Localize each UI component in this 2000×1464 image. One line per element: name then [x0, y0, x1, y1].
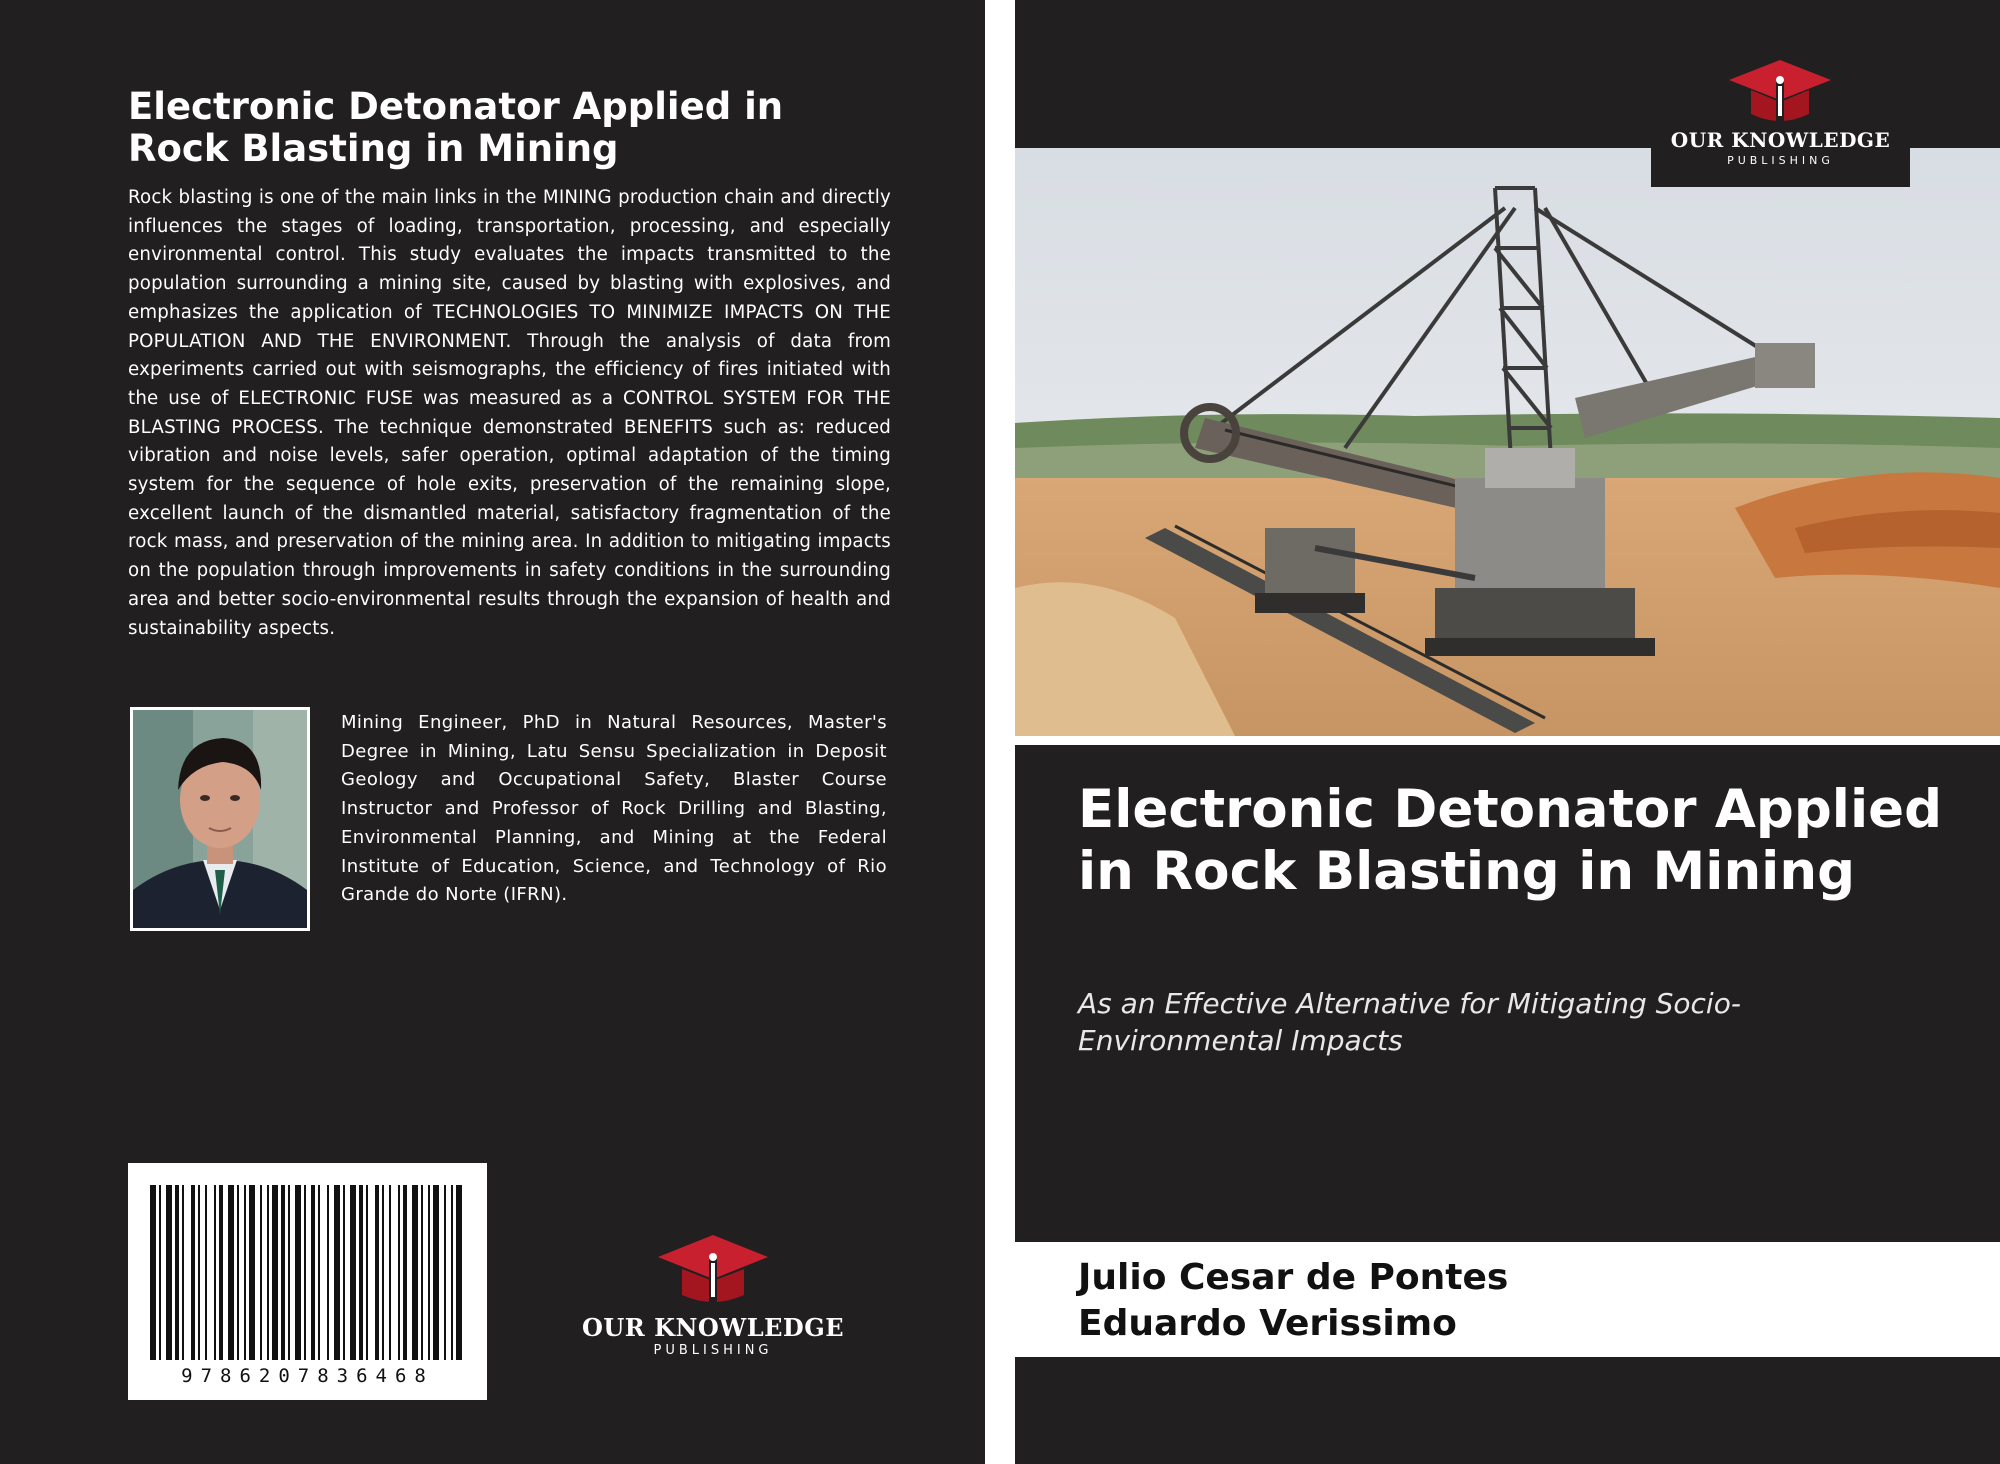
- front-cover-title: Electronic Detonator Applied in Rock Blasting in Mining: [1078, 779, 1943, 902]
- front-bottom-band: [1015, 1357, 2000, 1464]
- publisher-sub: PUBLISHING: [653, 1343, 773, 1358]
- author-list: [1078, 1255, 1508, 1347]
- publisher-logo-back: [578, 1229, 848, 1359]
- excavator-image: [1015, 148, 2000, 736]
- publisher-logo-front: [1651, 42, 1910, 187]
- publisher-name: OUR KNOWLEDGE: [1670, 128, 1891, 152]
- isbn-digits: 9786207836468: [181, 1365, 434, 1387]
- front-cover-subtitle: As an Effective Alternative for Mitigating Socio-Environmental Impacts: [1078, 987, 1741, 1057]
- bucket-wheel-excavator-photo: [1015, 148, 2000, 736]
- barcode-bars: [128, 1163, 487, 1363]
- author-name: Julio Cesar de Pontes: [1078, 1257, 1509, 1298]
- isbn-barcode: [128, 1163, 487, 1400]
- front-cover: [1015, 0, 2000, 1464]
- publisher-sub: PUBLISHING: [1727, 154, 1834, 167]
- back-cover-title: Electronic Detonator Applied in Rock Blasting in Mining: [128, 85, 784, 170]
- spine: [985, 0, 1015, 1464]
- author-photo: [130, 707, 310, 931]
- author-bio: Mining Engineer, PhD in Natural Resources, Master's Degree in Mining, Latu Sensu Specialization in Deposit Geology and Occupational Safety, Blaster Course Instructor and Professor of Rock Drilling and Blasting, Environmental Planning, and Mining at the Federal Institute of Education, Science, and Technology of Rio Grande do Norte (IFRN).: [341, 712, 887, 906]
- graduation-cap-icon: [578, 1229, 848, 1309]
- back-cover: [0, 0, 985, 1464]
- graduation-cap-icon: [1651, 52, 1910, 132]
- author-name: Eduardo Verissimo: [1078, 1303, 1457, 1344]
- back-cover-blurb: Rock blasting is one of the main links in the MINING production chain and directly influences the stages of loading, transportation, processing, and especially environmental control. This study evaluates the impacts transmitted to the population surrounding a mining site, caused by blasting with explosives, and emphasizes the application of TECHNOLOGIES TO MINIMIZE IMPACTS ON THE POPULATION AND THE ENVIRONMENT. Through the analysis of data from experiments carried out with seismographs, the efficiency of fires initiated with the use of ELECTRONIC FUSE was measured as a CONTROL SYSTEM FOR THE BLASTING PROCESS. The technique demonstrated BENEFITS such as: reduced vibration and noise levels, safer operation, optimal adaptation of the timing system for the sequence of hole exits, preservation of the remaining slope, excellent launch of the dismantled material, satisfactory fragmentation of the rock mass, and preservation of the mining area. In addition to mitigating impacts on the population through improvements in safety conditions in the surrounding area and better socio-environmental results through the expansion of health and sustainability aspects.: [128, 187, 891, 639]
- front-title-band: [1015, 745, 2000, 1242]
- author-portrait-image: [133, 710, 307, 928]
- publisher-name: OUR KNOWLEDGE: [581, 1313, 845, 1342]
